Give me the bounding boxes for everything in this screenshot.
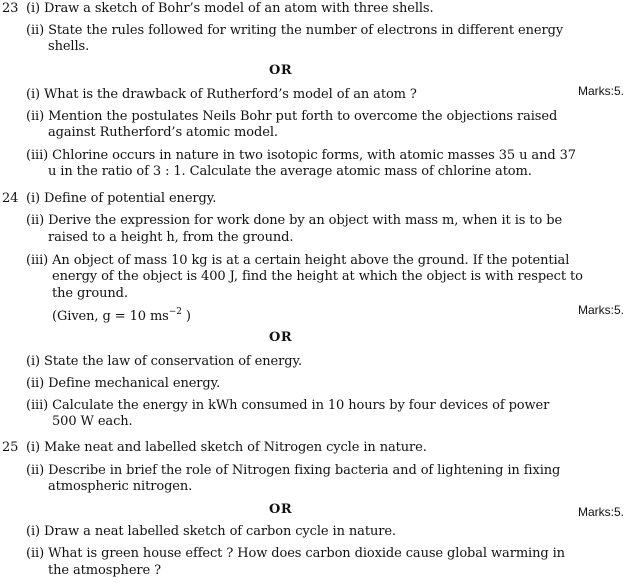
q24-part-iii-line3: the ground. — [52, 286, 128, 301]
q23-marks: Marks:5. — [578, 84, 625, 98]
question-25-number: 25 — [2, 440, 19, 455]
q24-given-prefix: (Given, g = 10 ms — [52, 309, 169, 324]
question-24-number: 24 — [2, 191, 19, 206]
q23-alt-part-iii-line2: u in the ratio of 3 : 1. Calculate the average atomic mass of chlorine atom. — [48, 164, 532, 179]
q23-alt-part-i: (i) What is the drawback of Rutherford’s model of an atom ? — [26, 87, 417, 102]
q24-alt-part-iii-line1: (iii) Calculate the energy in kWh consumed in 10 hours by four devices of power — [26, 398, 550, 413]
q24-marks: Marks:5. — [578, 303, 625, 317]
q25-part-ii-line2: atmospheric nitrogen. — [48, 479, 193, 494]
q23-alt-part-ii-line2: against Rutherford’s atomic model. — [48, 125, 278, 140]
q24-alt-part-i: (i) State the law of conservation of energy. — [26, 354, 303, 369]
q23-alt-part-iii-line1: (iii) Chlorine occurs in nature in two isotopic forms, with atomic masses 35 u and 37 — [26, 148, 576, 163]
q23-alt-part-ii-line1: (ii) Mention the postulates Neils Bohr put forth to overcome the objections raised — [26, 109, 558, 124]
q24-part-iii-line1: (iii) An object of mass 10 kg is at a certain height above the ground. If the potential — [26, 253, 570, 268]
q25-alt-part-ii-line2: the atmosphere ? — [48, 563, 162, 578]
q25-alt-part-i: (i) Draw a neat labelled sketch of carbon cycle in nature. — [26, 524, 396, 539]
q25-marks: Marks:5. — [578, 505, 625, 519]
q24-part-ii-line2: raised to a height h, from the ground. — [48, 230, 294, 245]
q24-given-exponent: −2 — [168, 306, 182, 317]
q24-or-divider: OR — [269, 330, 293, 345]
q24-alt-part-iii-line2: 500 W each. — [52, 414, 133, 429]
q24-part-i: (i) Define of potential energy. — [26, 191, 217, 206]
q23-or-divider: OR — [269, 63, 293, 78]
q23-part-ii-line1: (ii) State the rules followed for writing the number of electrons in different energy — [26, 23, 564, 38]
q24-given — [52, 306, 191, 324]
q23-part-i: (i) Draw a sketch of Bohr’s model of an atom with three shells. — [26, 1, 434, 16]
q23-part-ii-line2: shells. — [48, 39, 90, 54]
q24-given-suffix: ) — [181, 309, 191, 324]
q25-part-ii-line1: (ii) Describe in brief the role of Nitrogen fixing bacteria and of lightening in fixing — [26, 463, 561, 478]
q24-alt-part-ii: (ii) Define mechanical energy. — [26, 376, 221, 391]
q25-or-divider: OR — [269, 502, 293, 517]
q24-part-ii-line1: (ii) Derive the expression for work done by an object with mass m, when it is to be — [26, 213, 563, 228]
q24-part-iii-line2: energy of the object is 400 J, find the height at which the object is with respect to — [52, 269, 583, 284]
q25-part-i: (i) Make neat and labelled sketch of Nitrogen cycle in nature. — [26, 440, 427, 455]
q25-alt-part-ii-line1: (ii) What is green house effect ? How does carbon dioxide cause global warming in — [26, 546, 565, 561]
question-23-number: 23 — [2, 1, 19, 16]
